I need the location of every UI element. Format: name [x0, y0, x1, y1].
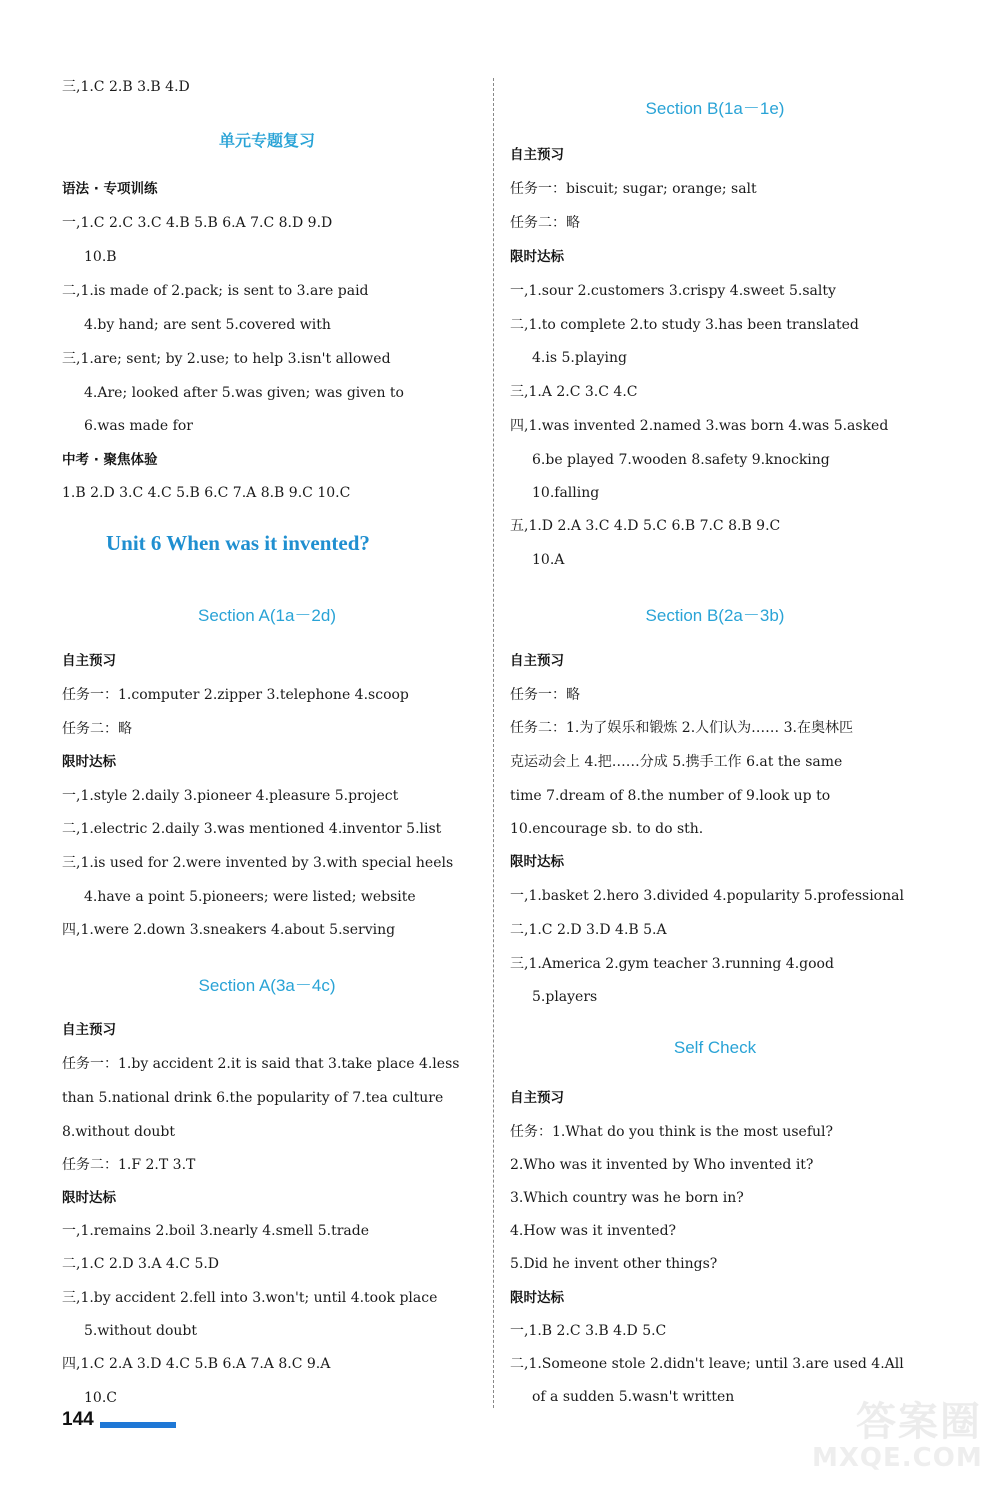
answer-line: 任务一：biscuit; sugar; orange; salt: [510, 181, 757, 197]
timed-practice-heading: 限时达标: [62, 1190, 116, 1206]
page-number-bar: [100, 1422, 176, 1428]
self-study-heading: 自主预习: [510, 653, 564, 669]
answer-line: 一,1.C 2.C 3.C 4.B 5.B 6.A 7.C 8.D 9.D: [62, 215, 333, 231]
answer-line: 二,1.C 2.D 3.D 4.B 5.A: [510, 922, 667, 938]
answer-line: 任务二：略: [62, 721, 132, 737]
section-heading: Section B(1a－1e): [645, 99, 785, 118]
answer-line: 10.B: [84, 249, 117, 265]
answer-line: 任务二：略: [510, 215, 580, 231]
answer-line: 6.be played 7.wooden 8.safety 9.knocking: [532, 452, 830, 468]
answer-line: 10.C: [84, 1390, 117, 1406]
answer-line: 任务一：1.computer 2.zipper 3.telephone 4.scoop: [62, 687, 409, 703]
answer-line: 10.falling: [532, 485, 600, 501]
answer-line: of a sudden 5.wasn't written: [532, 1389, 735, 1405]
answer-line: 6.was made for: [84, 418, 193, 434]
section-heading: Section B(2a－3b): [645, 606, 785, 625]
timed-practice-heading: 限时达标: [62, 754, 116, 770]
answer-line: 3.Which country was he born in?: [510, 1190, 744, 1206]
answer-line: 三,1.C 2.B 3.B 4.D: [62, 79, 190, 95]
answer-line: 四,1.C 2.A 3.D 4.C 5.B 6.A 7.A 8.C 9.A: [62, 1356, 331, 1372]
self-study-heading: 自主预习: [510, 147, 564, 163]
answer-line: 5.without doubt: [84, 1323, 197, 1339]
answer-line: 5.players: [532, 989, 598, 1005]
answer-line: 一,1.basket 2.hero 3.divided 4.popularity 5.professional: [510, 888, 904, 904]
answer-line: 四,1.were 2.down 3.sneakers 4.about 5.serving: [62, 922, 396, 938]
page-number: 144: [62, 1409, 94, 1430]
timed-practice-heading: 限时达标: [510, 1290, 564, 1306]
section-heading: Self Check: [673, 1038, 757, 1057]
answer-line: 1.B 2.D 3.C 4.C 5.B 6.C 7.A 8.B 9.C 10.C: [62, 485, 351, 501]
answer-line: 一,1.sour 2.customers 3.crispy 4.sweet 5.salty: [510, 283, 836, 299]
answer-line: 任务一：1.by accident 2.it is said that 3.take place 4.less: [62, 1056, 460, 1072]
answer-line: 克运动会上 4.把……分成 5.携手工作 6.at the same: [510, 754, 843, 770]
answer-line: 二,1.is made of 2.pack; is sent to 3.are paid: [62, 283, 369, 299]
watermark-logo-text: 答案圈: [856, 1399, 982, 1445]
answer-line: 8.without doubt: [62, 1124, 175, 1140]
answer-line: 二,1.electric 2.daily 3.was mentioned 4.inventor 5.list: [62, 821, 442, 837]
answer-line: 一,1.B 2.C 3.B 4.D 5.C: [510, 1323, 667, 1339]
answer-line: 任务一：略: [510, 687, 580, 703]
section-heading: Section A(3a－4c): [198, 976, 336, 995]
answer-line: 三,1.by accident 2.fell into 3.won't; until 4.took place: [62, 1290, 438, 1306]
answer-line: 三,1.is used for 2.were invented by 3.with special heels: [62, 855, 454, 871]
timed-practice-heading: 限时达标: [510, 249, 564, 265]
grammar-heading: 语法 · 专项训练: [62, 181, 158, 197]
answer-line: 一,1.remains 2.boil 3.nearly 4.smell 5.trade: [62, 1223, 370, 1239]
answer-line: 4.have a point 5.pioneers; were listed; website: [84, 889, 416, 905]
answer-line: 10.A: [532, 552, 565, 568]
answer-line: 4.is 5.playing: [532, 350, 627, 366]
watermark: [812, 1390, 982, 1480]
unit-review-heading: 单元专题复习: [218, 131, 315, 150]
answer-line: 一,1.style 2.daily 3.pioneer 4.pleasure 5.project: [62, 788, 399, 804]
answer-line: 五,1.D 2.A 3.C 4.D 5.C 6.B 7.C 8.B 9.C: [510, 518, 781, 534]
answer-line: 任务二：1.F 2.T 3.T: [62, 1157, 196, 1173]
answer-line: 4.Are; looked after 5.was given; was given to: [84, 385, 404, 401]
self-study-heading: 自主预习: [62, 1022, 116, 1038]
self-study-heading: 自主预习: [510, 1090, 564, 1106]
answer-line: 4.by hand; are sent 5.covered with: [84, 317, 331, 333]
answer-line: 任务：1.What do you think is the most useful?: [510, 1124, 834, 1140]
answer-line: 2.Who was it invented by Who invented it?: [510, 1157, 814, 1173]
answer-line: 任务二：1.为了娱乐和锻炼 2.人们认为…… 3.在奥林匹: [510, 720, 853, 736]
section-heading: Section A(1a－2d): [198, 606, 336, 625]
answer-line: than 5.national drink 6.the popularity of 7.tea culture: [62, 1090, 444, 1106]
answer-line: 10.encourage sb. to do sth.: [510, 821, 704, 837]
answer-line: 二,1.to complete 2.to study 3.has been translated: [510, 317, 859, 333]
watermark-url: MXQE.COM: [812, 1443, 983, 1473]
exam-heading: 中考 · 聚焦体验: [62, 452, 158, 468]
answer-line: 四,1.was invented 2.named 3.was born 4.was 5.asked: [510, 418, 889, 434]
answer-line: 三,1.A 2.C 3.C 4.C: [510, 384, 638, 400]
answer-line: 4.How was it invented?: [510, 1223, 677, 1239]
answer-line: time 7.dream of 8.the number of 9.look up to: [510, 788, 831, 804]
answer-line: 二,1.C 2.D 3.A 4.C 5.D: [62, 1256, 220, 1272]
column-divider: [493, 78, 494, 1408]
timed-practice-heading: 限时达标: [510, 854, 564, 870]
answer-line: 三,1.America 2.gym teacher 3.running 4.good: [510, 956, 834, 972]
unit-title: Unit 6 When was it invented?: [106, 531, 370, 555]
self-study-heading: 自主预习: [62, 653, 116, 669]
answer-line: 5.Did he invent other things?: [510, 1256, 718, 1272]
answer-line: 二,1.Someone stole 2.didn't leave; until 3.are used 4.All: [510, 1356, 904, 1372]
answer-line: 三,1.are; sent; by 2.use; to help 3.isn't allowed: [62, 351, 391, 367]
